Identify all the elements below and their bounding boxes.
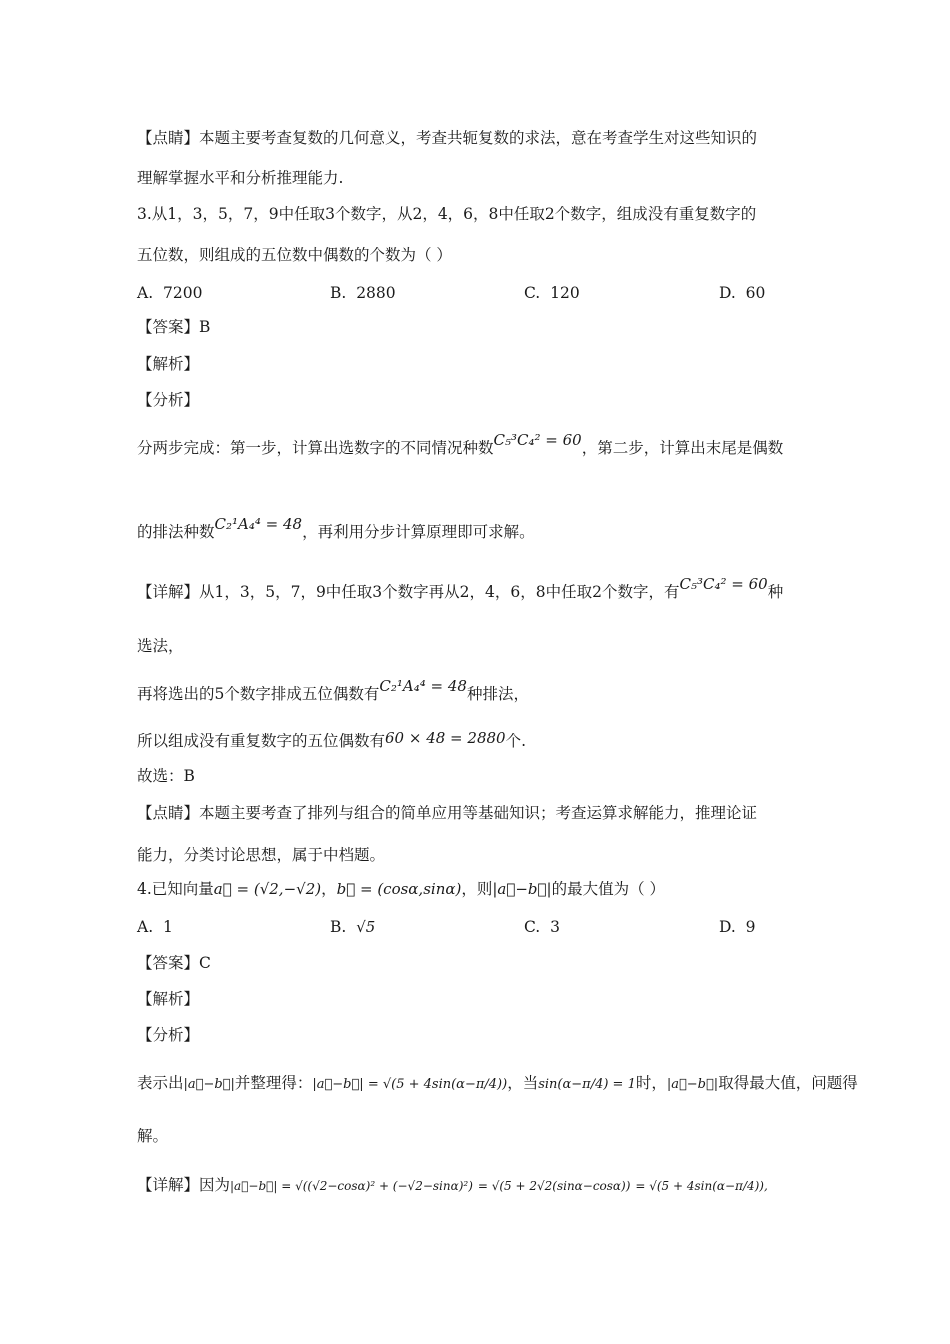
formula: |a⃗−b⃗|	[666, 1077, 719, 1092]
text-run: 个.	[505, 732, 527, 750]
text-run: ，当	[507, 1074, 539, 1092]
q4-answer: 【答案】C	[137, 954, 211, 972]
formula: b⃗ = (cosα,sinα)	[336, 880, 462, 898]
text-run: 【详解】从1，3，5，7，9中任取3个数字再从2，4，6，8中任取2个数字，有	[137, 583, 680, 601]
option-label: A.	[137, 918, 154, 936]
option-label: C.	[524, 918, 541, 936]
formula: = √(5 + 4sin(α−π/4)),	[635, 1179, 768, 1193]
q3-detail-line2: 选法，	[137, 637, 184, 655]
q4-analysis-line2: 解。	[137, 1127, 169, 1145]
formula: C₂¹A₄⁴ = 48	[214, 515, 303, 533]
text-run: 取得最大值，问题得	[718, 1074, 858, 1092]
q3-choose: 故选：B	[137, 767, 195, 785]
option-label: C.	[524, 284, 541, 302]
formula: = √(5 + 2√2(sinα−cosα))	[477, 1179, 631, 1193]
text-run: 并整理得：	[234, 1074, 313, 1092]
formula: |a⃗−b⃗| = √((√2−cosα)² + (−√2−sinα)²)	[230, 1179, 473, 1193]
text-run: ，再利用分步计算原理即可求解。	[302, 523, 535, 541]
text-run: 种	[767, 583, 784, 601]
text-run: 表示出	[137, 1074, 184, 1092]
q3-jiexi-heading: 【解析】	[137, 355, 200, 373]
formula: a⃗ = (√2,−√2)	[213, 880, 322, 898]
q4-stem	[137, 879, 665, 899]
text-run: 【详解】因为	[137, 1176, 231, 1194]
option-label: D.	[719, 284, 736, 302]
q4-analysis-line1	[137, 1073, 858, 1095]
q3-option-d	[719, 283, 765, 303]
q4-option-b	[330, 917, 375, 937]
q3-stem-line2: 五位数，则组成的五位数中偶数的个数为（ ）	[137, 246, 452, 264]
option-label: A.	[137, 284, 154, 302]
q4-option-c	[524, 917, 560, 937]
option-label: D.	[719, 918, 736, 936]
option-label: B.	[330, 284, 347, 302]
text-run: 再将选出的5个数字排成五位偶数有	[137, 685, 380, 703]
formula: C₅³C₄² = 60	[493, 431, 582, 449]
option-value: 3	[550, 918, 560, 936]
formula: |a⃗−b⃗|	[183, 1077, 235, 1092]
q3-review-line2: 能力，分类讨论思想，属于中档题。	[137, 846, 386, 864]
text-run: ，	[321, 880, 337, 898]
option-value: 9	[745, 918, 756, 936]
text-run: ，则	[461, 880, 493, 898]
q4-option-a	[137, 917, 173, 937]
q3-analysis-line1	[137, 431, 784, 458]
option-value: 60	[745, 284, 766, 302]
formula: C₅³C₄² = 60	[679, 575, 768, 593]
q3-detail-line3	[137, 677, 529, 704]
q3-detail-line4	[137, 731, 526, 751]
formula: C₂¹A₄⁴ = 48	[379, 677, 467, 695]
q4-detail-line1	[137, 1175, 768, 1196]
text-run: 所以组成没有重复数字的五位偶数有	[137, 732, 386, 750]
text-run: 时，	[635, 1074, 667, 1092]
option-value: 7200	[162, 284, 203, 302]
formula: 60 × 48 = 2880	[385, 729, 506, 747]
option-label: B.	[330, 918, 347, 936]
q4-jiexi-heading: 【解析】	[137, 990, 200, 1008]
q3-option-b	[330, 283, 396, 303]
q3-answer: 【答案】B	[137, 318, 211, 336]
formula: |a⃗−b⃗|	[492, 880, 552, 898]
q2-review-line2: 理解掌握水平和分析推理能力.	[137, 169, 344, 187]
q3-review-line1: 【点睛】本题主要考查了排列与组合的简单应用等基础知识；考查运算求解能力，推理论证	[137, 804, 758, 822]
option-value: √5	[356, 918, 376, 936]
q4-fenxi-heading: 【分析】	[137, 1026, 200, 1044]
option-value: 1	[162, 918, 173, 936]
formula: |a⃗−b⃗| = √(5 + 4sin(α−π/4))	[312, 1077, 508, 1092]
text-run: 种排法，	[466, 685, 529, 703]
q3-detail-line1	[137, 575, 784, 602]
text-run: 的排法种数	[137, 523, 215, 541]
text-run: 分两步完成：第一步，计算出选数字的不同情况种数	[137, 439, 494, 457]
q3-option-c	[524, 283, 580, 303]
q3-fenxi-heading: 【分析】	[137, 391, 200, 409]
q3-option-a	[137, 283, 202, 303]
q2-review-line1: 【点睛】本题主要考查复数的几何意义，考查共轭复数的求法，意在考查学生对这些知识的	[137, 129, 758, 147]
text-run: ，第二步，计算出末尾是偶数	[581, 439, 784, 457]
q3-analysis-line2	[137, 515, 535, 542]
option-value: 2880	[356, 284, 396, 302]
q3-stem-line1: 3.从1，3，5，7，9中任取3个数字，从2，4，6，8中任取2个数字，组成没有重复数字的	[137, 205, 757, 223]
text-run: 4.已知向量	[137, 880, 214, 898]
q4-option-d	[719, 917, 756, 937]
text-run: 的最大值为（ ）	[551, 880, 666, 898]
formula: sin(α−π/4) = 1	[538, 1077, 636, 1092]
option-value: 120	[550, 284, 580, 302]
